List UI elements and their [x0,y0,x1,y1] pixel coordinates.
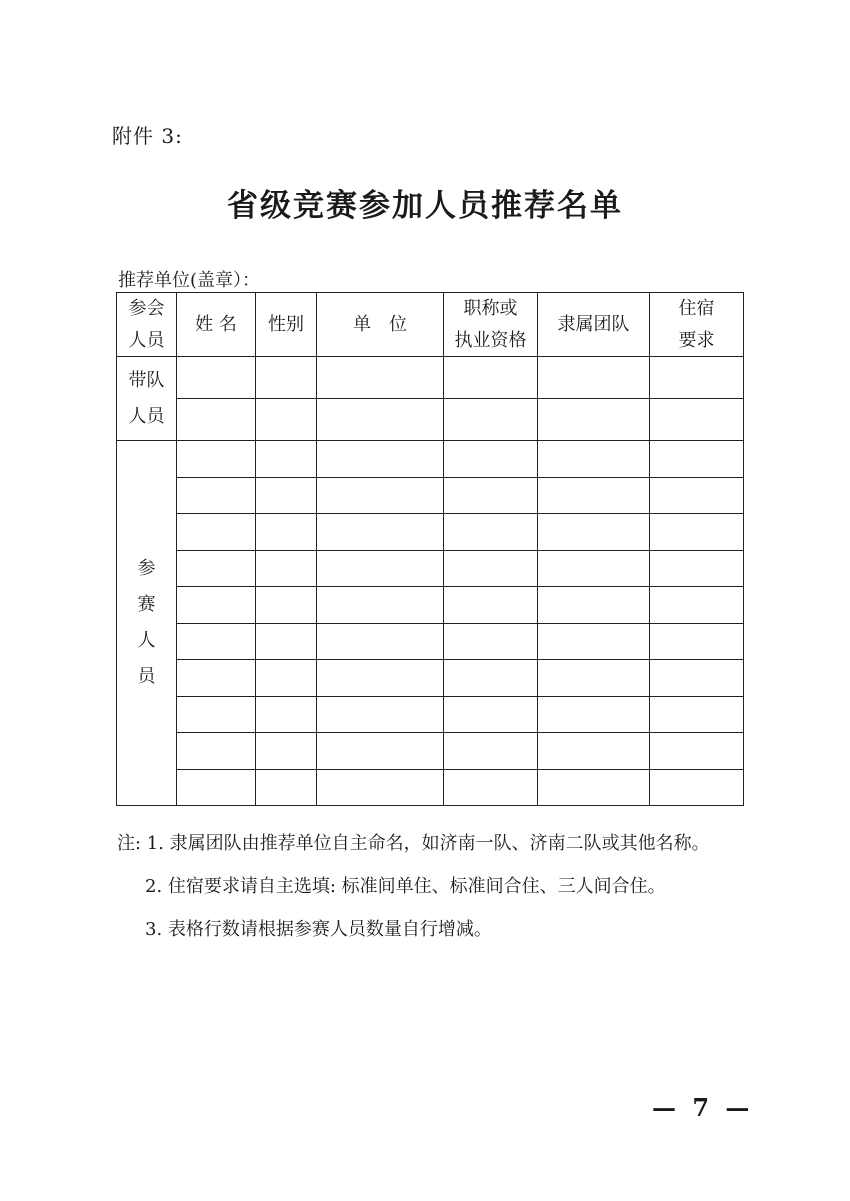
header-role-line1: 参会 [128,298,165,319]
table-row [117,587,744,624]
table-cell[interactable] [256,696,317,733]
leader-group-cell [117,357,177,441]
table-cell[interactable] [538,477,650,514]
table-cell[interactable] [177,441,256,478]
note-2: 2. 住宿要求请自主选填: 标准间单住、标准间合住、三人间合住。 [145,876,666,897]
table-cell[interactable] [538,357,650,399]
table-row [117,514,744,551]
table-cell[interactable] [177,587,256,624]
table-cell[interactable] [444,733,538,770]
table-row [117,623,744,660]
table-cell[interactable] [538,696,650,733]
table-cell[interactable] [538,623,650,660]
header-title-line1: 职称或 [463,298,518,319]
table-cell[interactable] [650,514,744,551]
table-cell[interactable] [177,660,256,697]
table-cell[interactable] [256,514,317,551]
table-cell[interactable] [538,514,650,551]
table-cell[interactable] [317,660,444,697]
header-team: 隶属团队 [538,293,650,357]
table-cell[interactable] [177,623,256,660]
table-cell[interactable] [317,477,444,514]
table-cell[interactable] [256,441,317,478]
competitor-char-2: 赛 [137,594,156,615]
table-cell[interactable] [538,733,650,770]
header-unit: 单 位 [317,293,444,357]
header-gender: 性别 [256,293,317,357]
table-cell[interactable] [444,660,538,697]
page-number: — 7 — [652,1093,754,1122]
leader-group-line1: 带队 [128,369,165,391]
table-row [117,357,744,399]
table-cell[interactable] [538,769,650,806]
header-title [444,293,538,357]
note-3: 3. 表格行数请根据参赛人员数量自行增减。 [145,919,492,940]
table-cell[interactable] [177,399,256,441]
table-cell[interactable] [256,587,317,624]
table-cell[interactable] [177,514,256,551]
page-title: 省级竞赛参加人员推荐名单 [227,188,623,224]
table-cell[interactable] [444,769,538,806]
table-cell[interactable] [444,477,538,514]
header-role [117,293,177,357]
table-cell[interactable] [317,550,444,587]
competitor-char-4: 员 [137,666,156,687]
table-header-row [117,293,744,357]
table-cell[interactable] [444,357,538,399]
table-cell[interactable] [177,550,256,587]
table-cell[interactable] [650,769,744,806]
competitor-char-3: 人 [137,630,156,651]
table-cell[interactable] [538,441,650,478]
header-lodging [650,293,744,357]
table-cell[interactable] [650,357,744,399]
table-cell[interactable] [177,477,256,514]
table-row [117,696,744,733]
table-cell[interactable] [650,550,744,587]
table-cell[interactable] [650,587,744,624]
table-cell[interactable] [538,587,650,624]
table-row [117,399,744,441]
table-cell[interactable] [256,623,317,660]
table-row [117,441,744,478]
table-cell[interactable] [256,477,317,514]
header-lodging-line1: 住宿 [678,298,715,319]
table-cell[interactable] [444,399,538,441]
table-cell[interactable] [650,399,744,441]
table-cell[interactable] [317,399,444,441]
table-cell[interactable] [538,660,650,697]
table-cell[interactable] [444,623,538,660]
roster-table [116,292,744,806]
table-cell[interactable] [317,769,444,806]
header-role-line2: 人员 [128,329,165,351]
recommender-label: 推荐单位(盖章）： [118,270,261,291]
header-title-line2: 执业资格 [454,329,527,351]
table-cell[interactable] [317,441,444,478]
table-cell[interactable] [650,660,744,697]
header-name: 姓 名 [177,293,256,357]
table-row [117,477,744,514]
table-cell[interactable] [650,696,744,733]
table-row [117,550,744,587]
table-cell[interactable] [317,357,444,399]
table-cell[interactable] [538,550,650,587]
table-cell[interactable] [256,769,317,806]
table-cell[interactable] [177,696,256,733]
notes-section [117,822,710,951]
competitor-group-cell [117,441,177,806]
table-cell[interactable] [256,399,317,441]
table-cell[interactable] [444,550,538,587]
table-cell[interactable] [538,399,650,441]
table-cell[interactable] [317,733,444,770]
note-1: 注: 1. 隶属团队由推荐单位自主命名，如济南一队、济南二队或其他名称。 [117,833,710,854]
table-cell[interactable] [317,587,444,624]
table-cell[interactable] [177,769,256,806]
table-cell[interactable] [650,733,744,770]
table-cell[interactable] [317,623,444,660]
table-cell[interactable] [256,550,317,587]
table-cell[interactable] [317,514,444,551]
table-row [117,769,744,806]
table-cell[interactable] [444,514,538,551]
table-cell[interactable] [444,696,538,733]
table-cell[interactable] [650,477,744,514]
table-cell[interactable] [444,441,538,478]
table-cell[interactable] [177,357,256,399]
table-row [117,733,744,770]
table-row [117,660,744,697]
attachment-label: 附件 3: [112,124,183,148]
leader-group-line2: 人员 [128,405,165,427]
table-cell[interactable] [256,660,317,697]
header-lodging-line2: 要求 [678,329,715,351]
table-cell[interactable] [177,733,256,770]
table-cell[interactable] [650,441,744,478]
table-cell[interactable] [650,623,744,660]
table-cell[interactable] [444,587,538,624]
table-cell[interactable] [317,696,444,733]
competitor-char-1: 参 [137,558,156,579]
table-cell[interactable] [256,357,317,399]
table-cell[interactable] [256,733,317,770]
